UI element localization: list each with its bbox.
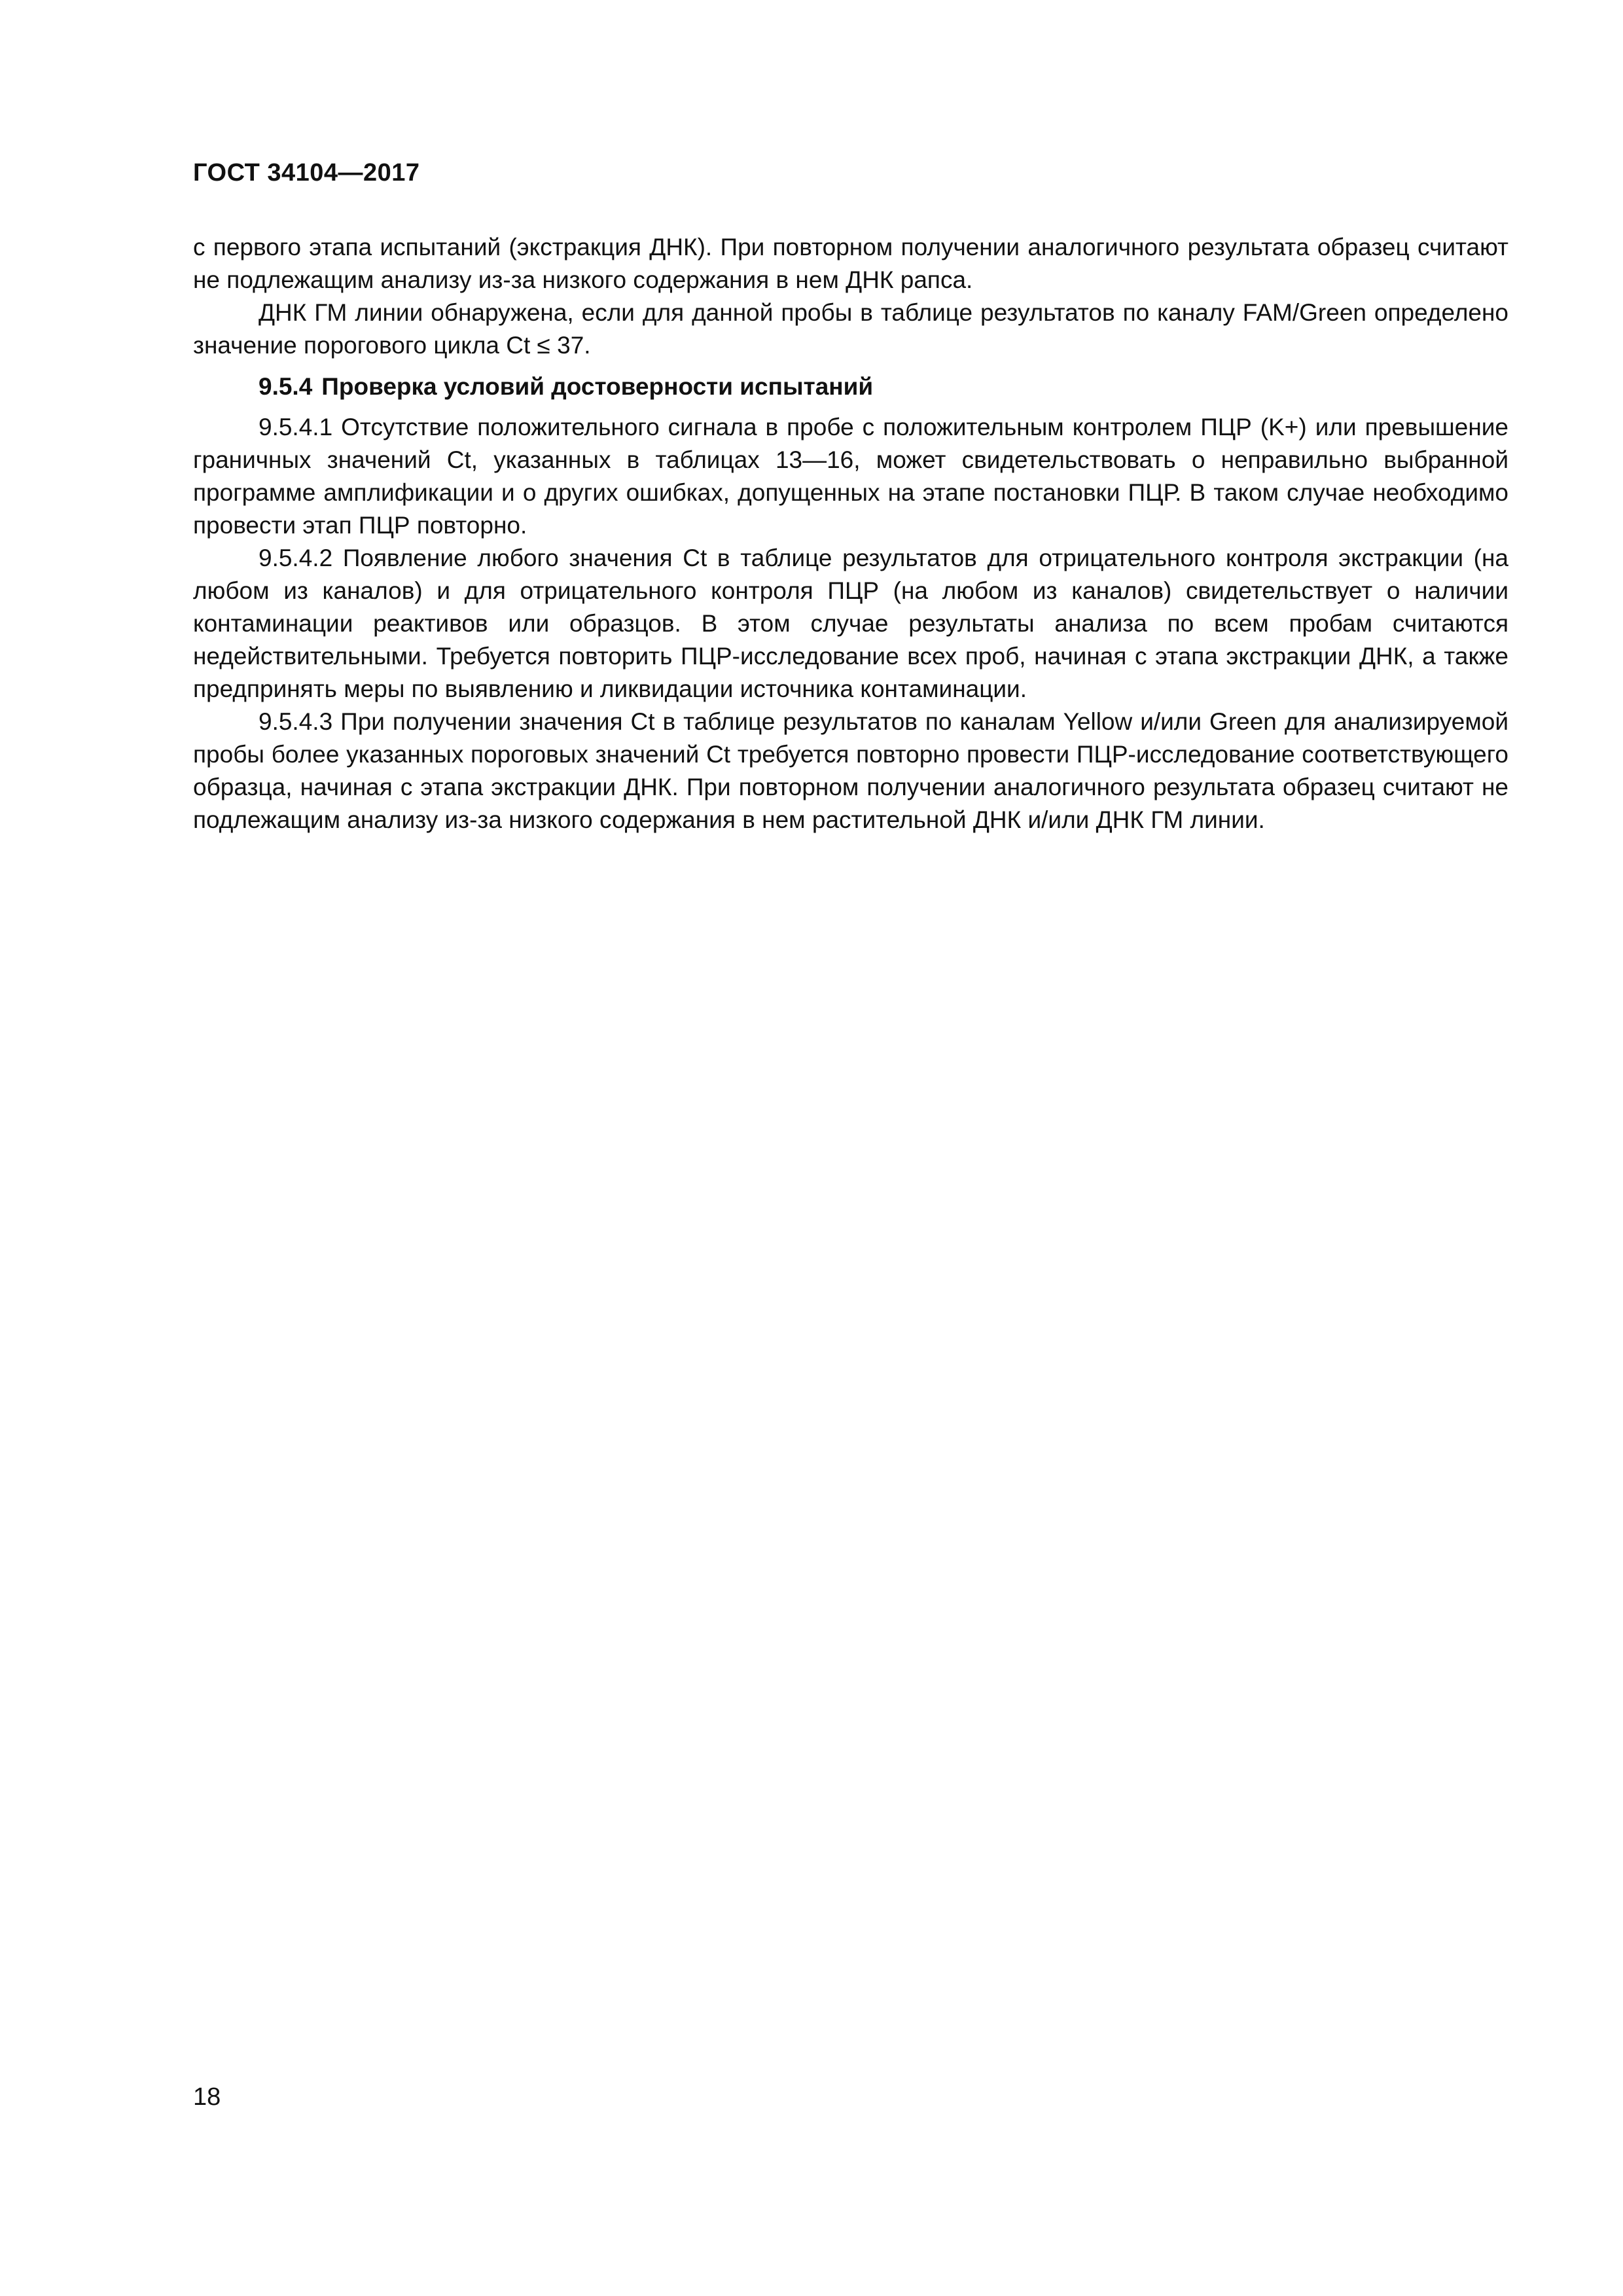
- document-body: [193, 231, 1508, 836]
- clause-9-5-4-1: 9.5.4.1 Отсутствие положительного сигнала в пробе с положительным контролем ПЦР (K+) или превышение граничных значений Ct, указанных в таблицах 13—16, может свидетельствовать о неправильно выбранной программе амплификации и о других ошибках, допущенных на этапе постановки ПЦР. В таком случае необходимо провести этап ПЦР повторно.: [193, 414, 1508, 539]
- clause-9-5-4-2: 9.5.4.2 Появление любого значения Ct в таблице результатов для отрицательного контроля экстракции (на любом из каналов) и для отрицательного контроля ПЦР (на любом из каналов) свидетельствует о наличии контаминации реактивов или образцов. В этом случае результаты анализа по всем пробам считаются недействительными. Требуется повторить ПЦР-исследование всех проб, начиная с этапа экстракции ДНК, а также предпринять меры по выявлению и ликвидации источника контаминации.: [193, 545, 1508, 702]
- section-title: Проверка условий достоверности испытаний: [321, 373, 874, 400]
- clause-9-5-4-3: 9.5.4.3 При получении значения Ct в таблице результатов по каналам Yellow и/или Green для анализируемой пробы более указанных пороговых значений Ct требуется повторно провести ПЦР-исследование соответствующего образца, начиная с этапа экстракции ДНК. При повторном получении аналогичного результата образец считают не подлежащим анализу из-за низкого содержания в нем растительной ДНК и/или ДНК ГМ линии.: [193, 708, 1508, 833]
- page-header-standard: ГОСТ 34104—2017: [193, 159, 420, 187]
- section-number: 9.5.4: [259, 373, 313, 400]
- section-heading: [193, 370, 1508, 403]
- page-number: 18: [193, 2083, 221, 2111]
- paragraph-detection-criterion: ДНК ГМ линии обнаружена, если для данной пробы в таблице результатов по каналу FAM/Green определено значение порогового цикла Ct ≤ 37.: [193, 299, 1508, 359]
- paragraph-continuation: с первого этапа испытаний (экстракция ДНК). При повторном получении аналогичного результата образец считают не подлежащим анализу из-за низкого содержания в нем ДНК рапса.: [193, 234, 1508, 293]
